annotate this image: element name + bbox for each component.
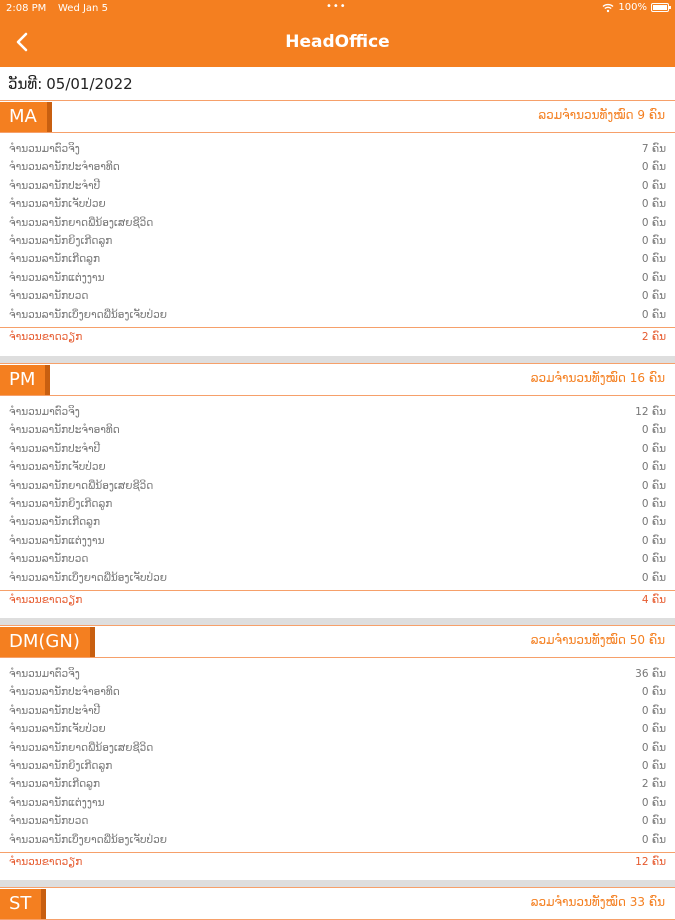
summary-label: ຈຳນວນຂາດວຽກ (9, 593, 83, 606)
nav-bar (0, 18, 675, 67)
section-header (0, 887, 675, 920)
list-item (0, 740, 675, 758)
list-item (0, 684, 675, 702)
list-item (0, 441, 675, 459)
status-time: 2:08 PM (6, 3, 47, 14)
row-label: ຈຳນວນລານັກເກີດລູກ (9, 516, 101, 529)
row-value: 12 ຄົນ (635, 406, 666, 418)
list-item (0, 795, 675, 813)
list-item (0, 459, 675, 477)
row-value: 7 ຄົນ (641, 143, 666, 155)
row-value: 0 ຄົນ (641, 290, 666, 303)
row-value: 0 ຄົນ (641, 424, 666, 437)
row-label: ຈຳນວນລານັກປະຈຳປີ (9, 179, 101, 192)
list-item (0, 496, 675, 514)
summary-value: 4 ຄົນ (641, 593, 666, 606)
row-label: ຈຳນວນລານັກແຕ່ງງານ (9, 534, 105, 547)
summary-value: 2 ຄົນ (641, 330, 666, 343)
status-right (602, 2, 669, 13)
section-header (0, 625, 675, 658)
row-value: 0 ຄົນ (641, 271, 666, 284)
row-value: 0 ຄົນ (641, 759, 666, 772)
summary-label: ຈຳນວນຂາດວຽກ (9, 855, 83, 868)
row-label: ຈຳນວນລານັກເຈັບປ່ວຍ (9, 198, 106, 211)
list-item (0, 196, 675, 214)
row-value: 0 ຄົນ (641, 723, 666, 736)
status-bar (0, 0, 675, 18)
list-item (0, 233, 675, 251)
section-ma (0, 100, 675, 347)
section-tag: DM(GN) (0, 627, 95, 657)
row-value: 0 ຄົນ (641, 308, 666, 321)
row-label: ຈຳນວນລານັກເບິ່ງຍາດພີ່ນ້ອງເຈັບປ່ວຍ (9, 308, 167, 321)
row-value: 0 ຄົນ (641, 686, 666, 699)
section-total: ລວມຈຳນວນທັງໝົດ 16 ຄົນ (530, 371, 665, 385)
row-label: ຈຳນວນລານັກຍາດພີ່ນ້ອງເສຍຊີວິດ (9, 216, 154, 229)
row-value: 0 ຄົນ (641, 161, 666, 174)
wifi-icon (602, 3, 614, 13)
status-date: Wed Jan 5 (58, 3, 108, 14)
row-label: ຈຳນວນລານັກເກີດລູກ (9, 253, 101, 266)
date-label: ວັນທີ: (8, 75, 43, 93)
list-item (0, 270, 675, 288)
date-value: 05/01/2022 (46, 75, 133, 93)
row-value: 0 ຄົນ (641, 571, 666, 584)
section-total: ລວມຈຳນວນທັງໝົດ 9 ຄົນ (538, 108, 665, 122)
section-total: ລວມຈຳນວນທັງໝົດ 33 ຄົນ (530, 895, 665, 909)
row-label: ຈຳນວນມາຕົວຈິງ (9, 406, 80, 418)
row-label: ຈຳນວນລານັກບວດ (9, 553, 89, 566)
section-pm (0, 363, 675, 610)
list-item (0, 570, 675, 588)
row-value: 0 ຄົນ (641, 179, 666, 192)
section-tag: ST (0, 889, 46, 919)
row-label: ຈຳນວນລານັກເຈັບປ່ວຍ (9, 461, 106, 474)
page-title: HeadOffice (285, 32, 390, 52)
row-label: ຈຳນວນມາຕົວຈິງ (9, 668, 80, 680)
row-label: ຈຳນວນມາຕົວຈິງ (9, 143, 80, 155)
row-label: ຈຳນວນລານັກຍິງເກີດລູກ (9, 497, 113, 510)
row-value: 0 ຄົນ (641, 497, 666, 510)
row-value: 0 ຄົນ (641, 442, 666, 455)
row-label: ຈຳນວນລານັກເບິ່ງຍາດພີ່ນ້ອງເຈັບປ່ວຍ (9, 571, 167, 584)
list-item (0, 288, 675, 306)
row-value: 0 ຄົນ (641, 534, 666, 547)
list-item (0, 478, 675, 496)
row-value: 0 ຄົນ (641, 198, 666, 211)
row-label: ຈຳນວນລານັກຍາດພີ່ນ້ອງເສຍຊີວິດ (9, 741, 154, 754)
list-item (0, 251, 675, 269)
summary-label: ຈຳນວນຂາດວຽກ (9, 330, 83, 343)
row-label: ຈຳນວນລານັກບວດ (9, 815, 89, 828)
summary-row (0, 852, 675, 872)
list-item (0, 813, 675, 831)
list-item (0, 215, 675, 233)
summary-value: 12 ຄົນ (635, 855, 666, 868)
list-item (0, 533, 675, 551)
section-st (0, 887, 675, 914)
row-value: 0 ຄົນ (641, 704, 666, 717)
row-value: 0 ຄົນ (641, 234, 666, 247)
row-value: 0 ຄົນ (641, 461, 666, 474)
row-value: 0 ຄົນ (641, 833, 666, 846)
row-label: ຈຳນວນລານັກປະຈຳປີ (9, 704, 101, 717)
section-header (0, 100, 675, 133)
row-value: 0 ຄົນ (641, 216, 666, 229)
list-item (0, 703, 675, 721)
row-value: 2 ຄົນ (641, 778, 666, 791)
row-value: 0 ຄົນ (641, 516, 666, 529)
row-value: 0 ຄົນ (641, 741, 666, 754)
list-item (0, 666, 675, 684)
section-total: ລວມຈຳນວນທັງໝົດ 50 ຄົນ (530, 633, 665, 647)
list-item (0, 422, 675, 440)
row-label: ຈຳນວນລານັກຍິງເກີດລູກ (9, 234, 113, 247)
list-item (0, 551, 675, 569)
section-tag: PM (0, 365, 50, 395)
battery-fill (653, 5, 667, 10)
list-item (0, 159, 675, 177)
list-item (0, 758, 675, 776)
battery-percent: 100% (618, 2, 647, 13)
row-label: ຈຳນວນລານັກແຕ່ງງານ (9, 796, 105, 809)
section-tag: MA (0, 102, 52, 132)
list-item (0, 404, 675, 422)
row-label: ຈຳນວນລານັກປະຈຳອາທິດ (9, 161, 120, 174)
summary-row (0, 590, 675, 610)
row-value: 0 ຄົນ (641, 796, 666, 809)
row-label: ຈຳນວນລານັກບວດ (9, 290, 89, 303)
row-value: 0 ຄົນ (641, 479, 666, 492)
section-dm-gn (0, 625, 675, 872)
row-label: ຈຳນວນລານັກປະຈຳປີ (9, 442, 101, 455)
row-label: ຈຳນວນລານັກປະຈຳອາທິດ (9, 424, 120, 437)
section-header (0, 363, 675, 396)
row-label: ຈຳນວນລານັກປະຈຳອາທິດ (9, 686, 120, 699)
row-value: 0 ຄົນ (641, 553, 666, 566)
list-item (0, 776, 675, 794)
row-value: 0 ຄົນ (641, 253, 666, 266)
list-item (0, 307, 675, 325)
row-label: ຈຳນວນລານັກຍາດພີ່ນ້ອງເສຍຊີວິດ (9, 479, 154, 492)
row-label: ຈຳນວນລານັກເກີດລູກ (9, 778, 101, 791)
row-label: ຈຳນວນລານັກເບິ່ງຍາດພີ່ນ້ອງເຈັບປ່ວຍ (9, 833, 167, 846)
row-value: 36 ຄົນ (635, 668, 666, 680)
row-value: 0 ຄົນ (641, 815, 666, 828)
row-label: ຈຳນວນລານັກແຕ່ງງານ (9, 271, 105, 284)
battery-icon (651, 3, 669, 12)
list-item (0, 178, 675, 196)
row-label: ຈຳນວນລານັກເຈັບປ່ວຍ (9, 723, 106, 736)
list-item (0, 514, 675, 532)
row-label: ຈຳນວນລານັກຍິງເກີດລູກ (9, 759, 113, 772)
list-item (0, 832, 675, 850)
list-item (0, 721, 675, 739)
summary-row (0, 327, 675, 347)
list-item (0, 141, 675, 159)
multitask-dots[interactable]: ••• (326, 1, 347, 12)
date-line (0, 67, 675, 100)
